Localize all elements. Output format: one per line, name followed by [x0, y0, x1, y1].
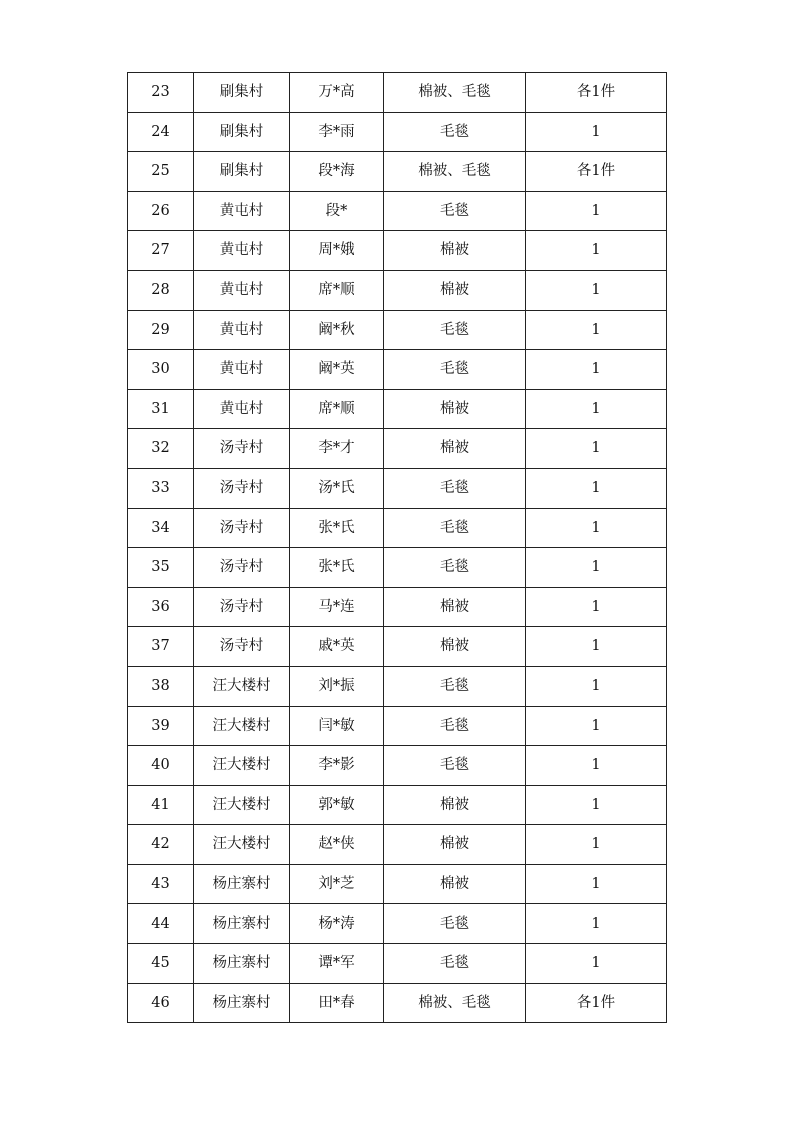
village-cell: 刷集村 — [194, 152, 290, 192]
recipient-name-cell: 万*高 — [290, 73, 384, 113]
table-body — [128, 73, 667, 1023]
recipient-name-cell: 闫*敏 — [290, 706, 384, 746]
table-row — [128, 666, 667, 706]
recipient-name-cell: 席*顺 — [290, 270, 384, 310]
row-number-cell: 33 — [128, 468, 194, 508]
item-cell: 毛毯 — [384, 548, 526, 588]
table-row — [128, 587, 667, 627]
quantity-cell: 1 — [526, 231, 667, 271]
quantity-cell: 1 — [526, 468, 667, 508]
item-cell: 毛毯 — [384, 350, 526, 390]
village-cell: 刷集村 — [194, 112, 290, 152]
table-row — [128, 468, 667, 508]
village-cell: 汤寺村 — [194, 508, 290, 548]
distribution-table — [127, 72, 667, 1023]
recipient-name-cell: 席*顺 — [290, 389, 384, 429]
item-cell: 毛毯 — [384, 191, 526, 231]
village-cell: 汪大楼村 — [194, 706, 290, 746]
item-cell: 棉被 — [384, 389, 526, 429]
table-row — [128, 429, 667, 469]
row-number-cell: 40 — [128, 746, 194, 786]
recipient-name-cell: 谭*军 — [290, 944, 384, 984]
row-number-cell: 30 — [128, 350, 194, 390]
table-row — [128, 706, 667, 746]
quantity-cell: 各1件 — [526, 983, 667, 1023]
village-cell: 杨庄寨村 — [194, 983, 290, 1023]
table-row — [128, 152, 667, 192]
recipient-name-cell: 李*雨 — [290, 112, 384, 152]
row-number-cell: 46 — [128, 983, 194, 1023]
village-cell: 汪大楼村 — [194, 666, 290, 706]
recipient-name-cell: 阚*英 — [290, 350, 384, 390]
quantity-cell: 1 — [526, 587, 667, 627]
item-cell: 棉被 — [384, 785, 526, 825]
row-number-cell: 38 — [128, 666, 194, 706]
village-cell: 黄屯村 — [194, 310, 290, 350]
quantity-cell: 1 — [526, 191, 667, 231]
item-cell: 毛毯 — [384, 746, 526, 786]
item-cell: 棉被 — [384, 231, 526, 271]
item-cell: 毛毯 — [384, 666, 526, 706]
quantity-cell: 1 — [526, 508, 667, 548]
quantity-cell: 1 — [526, 785, 667, 825]
table-row — [128, 191, 667, 231]
item-cell: 棉被 — [384, 627, 526, 667]
village-cell: 汪大楼村 — [194, 785, 290, 825]
recipient-name-cell: 张*氏 — [290, 548, 384, 588]
table-row — [128, 231, 667, 271]
item-cell: 毛毯 — [384, 112, 526, 152]
item-cell: 毛毯 — [384, 468, 526, 508]
village-cell: 刷集村 — [194, 73, 290, 113]
table-row — [128, 864, 667, 904]
row-number-cell: 29 — [128, 310, 194, 350]
recipient-name-cell: 郭*敏 — [290, 785, 384, 825]
item-cell: 棉被、毛毯 — [384, 983, 526, 1023]
quantity-cell: 1 — [526, 627, 667, 667]
row-number-cell: 35 — [128, 548, 194, 588]
quantity-cell: 1 — [526, 310, 667, 350]
item-cell: 棉被 — [384, 825, 526, 865]
table-row — [128, 627, 667, 667]
table-row — [128, 310, 667, 350]
village-cell: 黄屯村 — [194, 231, 290, 271]
quantity-cell: 1 — [526, 746, 667, 786]
row-number-cell: 23 — [128, 73, 194, 113]
recipient-name-cell: 赵*侠 — [290, 825, 384, 865]
quantity-cell: 1 — [526, 112, 667, 152]
village-cell: 汤寺村 — [194, 468, 290, 508]
village-cell: 杨庄寨村 — [194, 944, 290, 984]
village-cell: 汤寺村 — [194, 429, 290, 469]
recipient-name-cell: 张*氏 — [290, 508, 384, 548]
row-number-cell: 28 — [128, 270, 194, 310]
item-cell: 棉被、毛毯 — [384, 73, 526, 113]
row-number-cell: 27 — [128, 231, 194, 271]
row-number-cell: 36 — [128, 587, 194, 627]
row-number-cell: 32 — [128, 429, 194, 469]
table-row — [128, 350, 667, 390]
village-cell: 杨庄寨村 — [194, 864, 290, 904]
quantity-cell: 各1件 — [526, 73, 667, 113]
recipient-name-cell: 段* — [290, 191, 384, 231]
quantity-cell: 1 — [526, 825, 667, 865]
recipient-name-cell: 刘*芝 — [290, 864, 384, 904]
village-cell: 黄屯村 — [194, 270, 290, 310]
row-number-cell: 26 — [128, 191, 194, 231]
village-cell: 汤寺村 — [194, 627, 290, 667]
recipient-name-cell: 阚*秋 — [290, 310, 384, 350]
row-number-cell: 31 — [128, 389, 194, 429]
village-cell: 汪大楼村 — [194, 825, 290, 865]
recipient-name-cell: 刘*振 — [290, 666, 384, 706]
row-number-cell: 39 — [128, 706, 194, 746]
recipient-name-cell: 李*才 — [290, 429, 384, 469]
item-cell: 毛毯 — [384, 310, 526, 350]
quantity-cell: 1 — [526, 350, 667, 390]
item-cell: 棉被 — [384, 429, 526, 469]
village-cell: 黄屯村 — [194, 389, 290, 429]
row-number-cell: 25 — [128, 152, 194, 192]
row-number-cell: 42 — [128, 825, 194, 865]
quantity-cell: 1 — [526, 706, 667, 746]
village-cell: 汤寺村 — [194, 587, 290, 627]
item-cell: 毛毯 — [384, 904, 526, 944]
table-row — [128, 904, 667, 944]
quantity-cell: 1 — [526, 389, 667, 429]
row-number-cell: 41 — [128, 785, 194, 825]
row-number-cell: 24 — [128, 112, 194, 152]
table-row — [128, 944, 667, 984]
row-number-cell: 44 — [128, 904, 194, 944]
recipient-name-cell: 马*连 — [290, 587, 384, 627]
recipient-name-cell: 杨*涛 — [290, 904, 384, 944]
recipient-name-cell: 李*影 — [290, 746, 384, 786]
item-cell: 棉被 — [384, 587, 526, 627]
table-row — [128, 983, 667, 1023]
recipient-name-cell: 汤*氏 — [290, 468, 384, 508]
village-cell: 黄屯村 — [194, 191, 290, 231]
quantity-cell: 1 — [526, 548, 667, 588]
table-row — [128, 548, 667, 588]
table-row — [128, 825, 667, 865]
table-row — [128, 73, 667, 113]
item-cell: 毛毯 — [384, 706, 526, 746]
table-row — [128, 112, 667, 152]
recipient-name-cell: 戚*英 — [290, 627, 384, 667]
table-row — [128, 270, 667, 310]
item-cell: 棉被、毛毯 — [384, 152, 526, 192]
item-cell: 棉被 — [384, 864, 526, 904]
item-cell: 棉被 — [384, 270, 526, 310]
table-row — [128, 389, 667, 429]
table-row — [128, 508, 667, 548]
quantity-cell: 1 — [526, 666, 667, 706]
table-row — [128, 746, 667, 786]
recipient-name-cell: 田*春 — [290, 983, 384, 1023]
village-cell: 黄屯村 — [194, 350, 290, 390]
village-cell: 汪大楼村 — [194, 746, 290, 786]
recipient-name-cell: 周*娥 — [290, 231, 384, 271]
village-cell: 汤寺村 — [194, 548, 290, 588]
item-cell: 毛毯 — [384, 944, 526, 984]
row-number-cell: 37 — [128, 627, 194, 667]
row-number-cell: 43 — [128, 864, 194, 904]
quantity-cell: 1 — [526, 944, 667, 984]
quantity-cell: 1 — [526, 270, 667, 310]
row-number-cell: 45 — [128, 944, 194, 984]
table-row — [128, 785, 667, 825]
quantity-cell: 1 — [526, 864, 667, 904]
village-cell: 杨庄寨村 — [194, 904, 290, 944]
row-number-cell: 34 — [128, 508, 194, 548]
quantity-cell: 1 — [526, 429, 667, 469]
quantity-cell: 各1件 — [526, 152, 667, 192]
item-cell: 毛毯 — [384, 508, 526, 548]
recipient-name-cell: 段*海 — [290, 152, 384, 192]
quantity-cell: 1 — [526, 904, 667, 944]
